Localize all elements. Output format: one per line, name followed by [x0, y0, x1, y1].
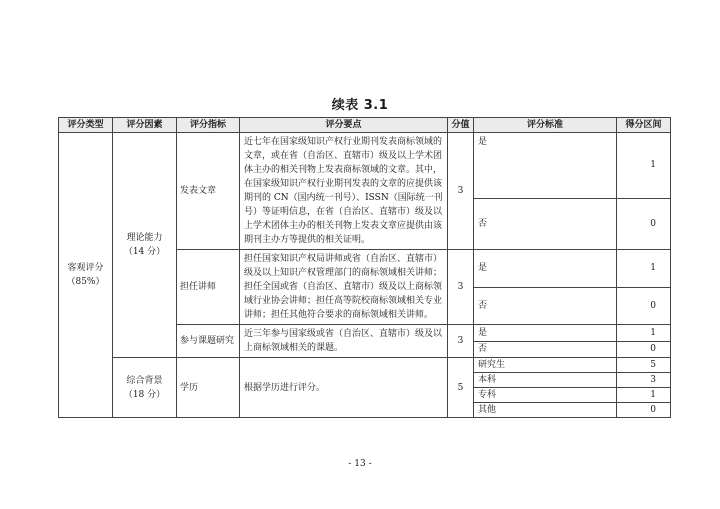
scoring-type-label: 客观评分	[67, 263, 104, 273]
standard-education-bachelor: 本科	[474, 373, 617, 388]
standard-education-associate: 专科	[474, 388, 617, 403]
standard-lecturer-yes: 是	[474, 250, 617, 288]
score-education-bachelor: 3	[617, 373, 671, 388]
table-row	[59, 133, 671, 199]
scoring-table	[58, 117, 671, 418]
points-education: 根据学历进行评分。	[240, 358, 448, 418]
indicator-education: 学历	[177, 358, 240, 418]
header-points: 评分要点	[240, 118, 448, 133]
indicator-lecturer: 担任讲师	[177, 250, 240, 325]
score-education-other: 0	[617, 403, 671, 418]
factor-theory-cell	[113, 133, 177, 358]
factor-theory-label: 理论能力	[126, 233, 163, 243]
points-article: 近七年在国家级知识产权行业期刊发表商标领域的文章，或在省（自治区、直辖市）级及以上学术团体主办的相关刊物上发表商标领域的文章。其中，在国家级知识产权行业期刊发表的文章的应提供该期刊的 CN（国内统一刊号）、ISSN（国际统一刊号）等证明信息，在省（自治区、直辖市）级及以上学术团体主办的相关刊物上发表文章应提供由该期刊主办方等提供的相关证明。	[240, 133, 448, 250]
score-research-yes: 1	[617, 325, 671, 342]
points-research: 近三年参与国家级或省（自治区、直辖市）级及以上商标领域相关的课题。	[240, 325, 448, 358]
header-factor: 评分因素	[113, 118, 177, 133]
points-lecturer: 担任国家知识产权局讲师或省（自治区、直辖市）级及以上知识产权管理部门的商标领域相关讲师；担任全国或省（自治区、直辖市）级及以上商标领域行业协会讲师；担任高等院校商标领域相关专业讲师；担任其他符合要求的商标领域相关讲师。	[240, 250, 448, 325]
standard-research-no: 否	[474, 341, 617, 358]
score-article-yes: 1	[617, 133, 671, 199]
header-standard: 评分标准	[474, 118, 617, 133]
score-lecturer-yes: 1	[617, 250, 671, 288]
header-row	[59, 118, 671, 133]
standard-lecturer-no: 否	[474, 287, 617, 325]
weight-research: 3	[448, 325, 474, 358]
table-title: 续表 3.1	[331, 98, 389, 113]
factor-theory-points: （14 分）	[123, 247, 166, 257]
score-article-no: 0	[617, 198, 671, 249]
header-type: 评分类型	[59, 118, 113, 133]
table-row	[59, 358, 671, 373]
standard-research-yes: 是	[474, 325, 617, 342]
score-lecturer-no: 0	[617, 287, 671, 325]
weight-lecturer: 3	[448, 250, 474, 325]
score-research-no: 0	[617, 341, 671, 358]
page-number: - 13 -	[348, 459, 372, 469]
factor-background-label: 综合背景	[126, 375, 163, 386]
weight-article: 3	[448, 133, 474, 250]
standard-article-no: 否	[474, 198, 617, 249]
score-education-graduate: 5	[617, 358, 671, 373]
standard-article-yes: 是	[474, 133, 617, 199]
scoring-type-cell	[59, 133, 113, 418]
standard-education-other: 其他	[474, 403, 617, 418]
weight-education: 5	[448, 358, 474, 418]
standard-education-graduate: 研究生	[474, 358, 617, 373]
indicator-research: 参与课题研究	[177, 325, 240, 358]
header-indicator: 评分指标	[177, 118, 240, 133]
indicator-article: 发表文章	[177, 133, 240, 250]
factor-background-cell	[113, 358, 177, 418]
header-range: 得分区间	[617, 118, 671, 133]
scoring-type-percent: （85%）	[66, 277, 105, 287]
factor-background-points: （18 分）	[123, 389, 166, 400]
header-weight: 分值	[448, 118, 474, 133]
score-education-associate: 1	[617, 388, 671, 403]
